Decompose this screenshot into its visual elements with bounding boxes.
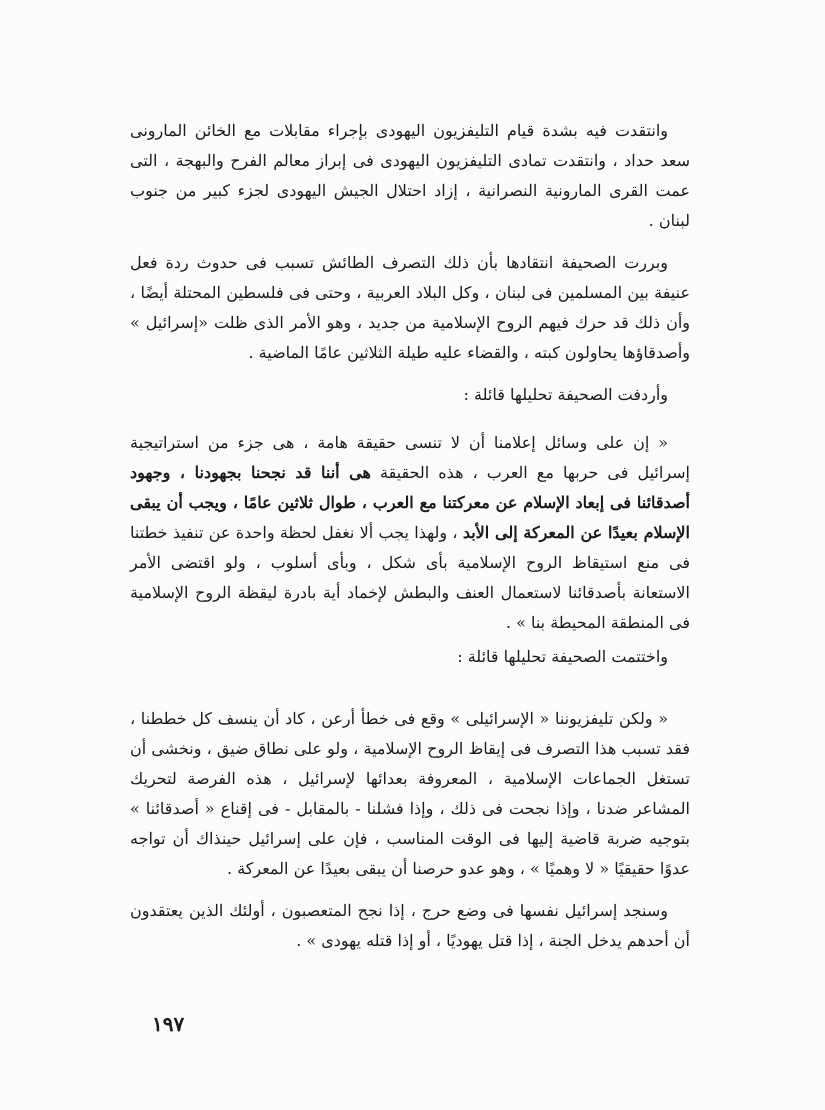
paragraph-3: وأردفت الصحيفة تحليلها قائلة : (463, 385, 668, 404)
paragraph-1: وانتقدت فيه بشدة قيام التليفزيون اليهودى بإجراء مقابلات مع الخائن المارونى سعد حداد ، وانتقدت تمادى التليفزيون اليهودى فى إبراز معالم الفرح والبهجة ، التى عمت القرى المارونية النصرانية ، إزاد احتلال الجيش اليهودى لجزء كبير من جنوب لبنان . (130, 121, 690, 230)
closing-intro: واختتمت الصحيفة تحليلها قائلة : (457, 647, 668, 666)
paragraph-2: وبررت الصحيفة انتقادها بأن ذلك التصرف الطائش تسبب فى حدوث ردة فعل عنيفة بين المسلمين فى لبنان ، وكل البلاد العربية ، وحتى فى فلسطين المحتلة أيضًا ، وأن ذلك قد حرك فيهم الروح الإسلامية من جديد ، وهو الأمر الذى ظلت «إسرائيل » وأصدقاؤها يحاولون كبته ، والقضاء عليه طيلة الثلاثين عامًا الماضية . (130, 253, 691, 362)
body-text-upper (130, 116, 690, 414)
quote-1-part-2: ، ولهذا يجب ألا نغفل لحظة واحدة عن تنفيذ خطتنا فى منع استيقاظ الروح الإسلامية بأى شكل ، وبأى أسلوب ، ولو اقتضى الأمر الاستعانة بأصدقائنا لاستعمال العنف والبطش لإخماد أية بادرة ليقظة الروح الإسلامية فى المنطقة المحيطة بنا » . (130, 523, 690, 632)
quote-1-bold-part: هى أننا قد نجحنا بجهودنا ، وجهود أصدقائنا فى إبعاد الإسلام عن معركتنا مع العرب ، طوال ثلاثين عامًا ، ويجب أن يبقى الإسلام بعيدًا عن المعركة إلى الأبد (130, 463, 690, 542)
page-number: ١٩٧ (152, 1012, 185, 1036)
quote-1-part-1: « إن على وسائل إعلامنا أن لا تنسى حقيقة هامة ، هى جزء من استراتيجية إسرائيل فى حربها مع العرب ، هذه الحقيقة (130, 433, 690, 482)
quoted-analysis (130, 428, 690, 684)
quote-paragraph-1 (130, 428, 690, 638)
final-paragraph: وسنجد إسرائيل نفسها فى وضع حرج ، إذا نجح المتعصبون ، أولئك الذين يعتقدون أن أحدهم يدخل الجنة ، إذا قتل يهوديًا ، أو إذا قتله يهودى » . (130, 901, 690, 950)
quoted-conclusion (130, 704, 690, 968)
quote-paragraph-2: « ولكن تليفزيوننا « الإسرائيلى » وقع فى خطأ أرعن ، كاد أن ينسف كل خططنا ، فقد تسبب هذا التصرف فى إيقاظ الروح الإسلامية ، ولو على نطاق ضيق ، ونخشى أن تستغل الجماعات الإسلامية ، المعروفة بعدائها لإسرائيل ، هذه الفرصة لتحريك المشاعر ضدنا ، وإذا نجحت فى ذلك ، وإذا فشلنا - بالمقابل - فى إقناع « أصدقائنا » بتوجيه ضربة قاضية إليها فى الوقت المناسب ، فإن على إسرائيل حينذاك أن تواجه عدوًا حقيقيًا « لا وهميًا » ، وهو عدو حرصنا أن يبقى بعيدًا عن المعركة . (130, 709, 691, 878)
